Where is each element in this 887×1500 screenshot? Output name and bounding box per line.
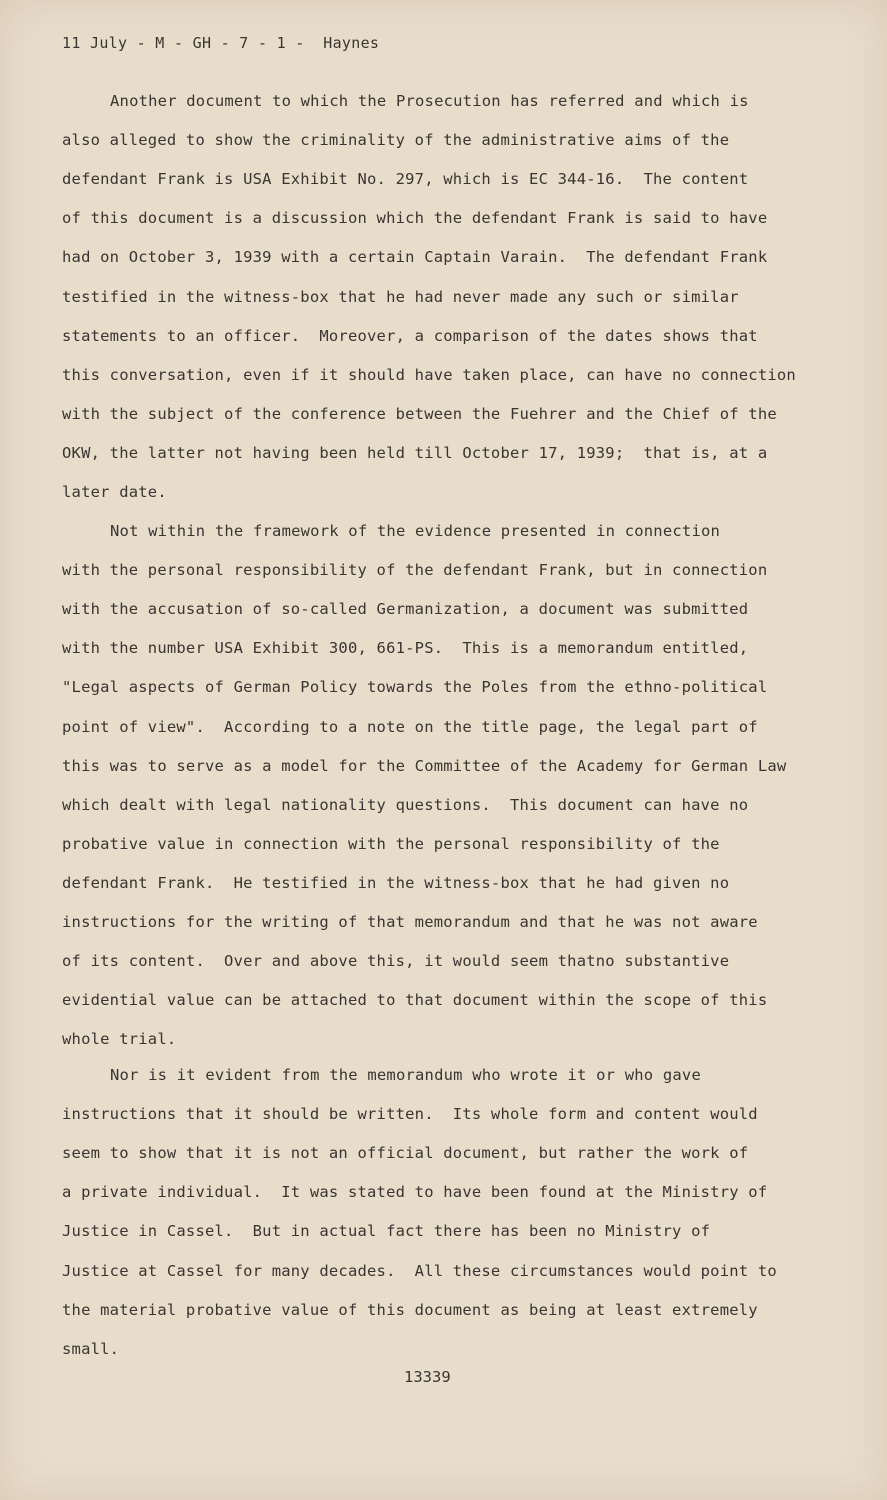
text-line: of its content. Over and above this, it would seem thatno substantive xyxy=(62,952,730,971)
text-line: with the accusation of so-called Germanization, a document was submitted xyxy=(62,600,749,619)
text-line: had on October 3, 1939 with a certain Captain Varain. The defendant Frank xyxy=(62,248,768,267)
text-line: evidential value can be attached to that document within the scope of this xyxy=(62,991,768,1010)
text-line: which dealt with legal nationality questions. This document can have no xyxy=(62,795,749,814)
text-line: OKW, the latter not having been held till October 17, 1939; that is, at a xyxy=(62,443,768,462)
text-line: Justice at Cassel for many decades. All these circumstances would point to xyxy=(62,1261,777,1280)
text-line: testified in the witness-box that he had never made any such or similar xyxy=(62,287,739,306)
text-line: also alleged to show the criminality of the administrative aims of the xyxy=(62,131,730,150)
text-line: defendant Frank. He testified in the witness-box that he had given no xyxy=(62,873,730,892)
text-line: point of view". According to a note on the title page, the legal part of xyxy=(62,717,758,736)
text-line: of this document is a discussion which the defendant Frank is said to have xyxy=(62,209,768,228)
text-line: with the personal responsibility of the defendant Frank, but in connection xyxy=(62,561,768,580)
text-line: with the subject of the conference between the Fuehrer and the Chief of the xyxy=(62,404,777,423)
text-line: "Legal aspects of German Policy towards the Poles from the ethno-political xyxy=(62,678,768,697)
text-line: Justice in Cassel. But in actual fact there has been no Ministry of xyxy=(62,1222,711,1241)
text-line: probative value in connection with the personal responsibility of the xyxy=(62,834,720,853)
text-line: Not within the framework of the evidence presented in connection xyxy=(110,522,721,540)
text-line: defendant Frank is USA Exhibit No. 297, which is EC 344-16. The content xyxy=(62,170,749,189)
text-line: this conversation, even if it should have taken place, can have no connection xyxy=(62,365,796,384)
text-line: with the number USA Exhibit 300, 661-PS. This is a memorandum entitled, xyxy=(62,639,749,658)
text-line: whole trial. xyxy=(62,1030,177,1049)
page-number: 13339 xyxy=(404,1368,451,1386)
text-line: instructions for the writing of that memorandum and that he was not aware xyxy=(62,913,758,931)
text-line: the material probative value of this document as being at least extremely xyxy=(62,1300,758,1319)
text-line: later date. xyxy=(62,483,167,501)
text-line: a private individual. It was stated to have been found at the Ministry of xyxy=(62,1183,768,1202)
text-line: small. xyxy=(62,1339,120,1358)
text-line: this was to serve as a model for the Committee of the Academy for German Law xyxy=(62,756,787,775)
text-line: seem to show that it is not an official document, but rather the work of xyxy=(62,1144,749,1163)
text-line: Nor is it evident from the memorandum who wrote it or who gave xyxy=(110,1066,701,1084)
page-header: 11 July - M - GH - 7 - 1 - Haynes xyxy=(62,34,380,52)
text-line: instructions that it should be written. Its whole form and content would xyxy=(62,1105,758,1124)
text-line: statements to an officer. Moreover, a comparison of the dates shows that xyxy=(62,326,758,345)
text-line: Another document to which the Prosecution has referred and which is xyxy=(110,92,749,110)
